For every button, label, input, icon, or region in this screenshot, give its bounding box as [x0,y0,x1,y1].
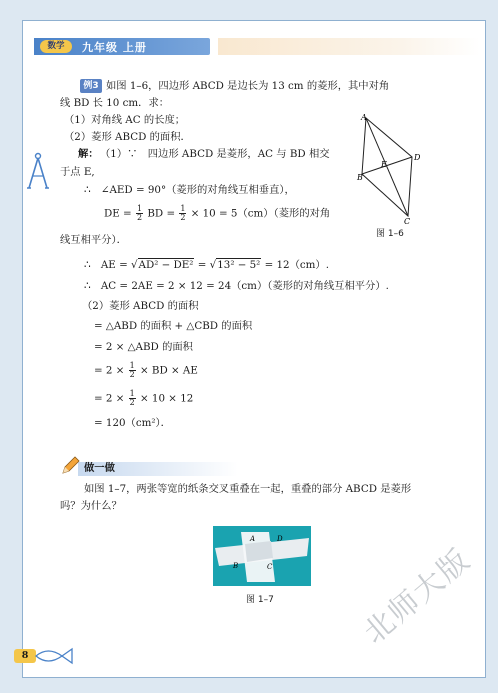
step-angle: ∴ ∠AED = 90°（菱形的对角线互相垂直）， [84,184,295,196]
photo-label-a: A [250,535,256,543]
page-number: 8 [14,649,36,663]
frac-num: 1 [129,389,135,398]
ae-rhs: = 12（cm）. [264,259,329,271]
fish-icon [34,646,74,666]
frac-num: 1 [129,361,135,370]
figure-1-6 [358,112,422,224]
frac-num: 1 [136,204,143,213]
area-step5: = 120（cm²）． [94,417,171,429]
compass-icon [24,152,52,192]
figure-1-7-photo [213,526,311,586]
step-ae [84,259,329,272]
question-1: （1）对角线 AC 的长度； [64,114,186,126]
area-step1: = △ABD 的面积 + △CBD 的面积 [94,320,253,332]
label-c: C [404,217,411,226]
question-2: （2）菱形 ABCD 的面积． [64,131,191,143]
area-step4 [94,390,193,407]
try-it-text2: 吗？为什么？ [60,500,122,512]
fraction-half [129,362,136,379]
sqrt-sign: √ [130,259,138,271]
ae-eq: = [197,259,207,271]
a3-post: × BD × AE [140,364,198,377]
de-mid2: × 10 = 5（cm）（菱形的对角 [190,207,331,220]
try-it-title: 做一做 [84,462,115,474]
a4-post: × 10 × 12 [140,392,194,405]
frac-den: 2 [129,370,135,379]
figure-1-7-caption: 图 1–7 [246,595,274,605]
pencil-icon [60,456,80,476]
example-line2: 线 BD 长 10 cm．求： [60,97,170,109]
watermark: 北师大版 [357,541,478,651]
sqrt-sign: √ [209,259,217,271]
de-lhs: DE = [104,207,132,220]
frac-den: 2 [180,213,186,222]
label-d: D [414,153,421,162]
label-a: A [361,113,367,122]
ae-lhs: ∴ AE = [84,259,128,271]
figure-1-6-caption: 图 1–6 [376,229,404,239]
photo-label-c: C [267,563,273,571]
area-step3 [94,362,198,379]
frac-num: 1 [180,204,186,213]
subject-badge: 数学 [40,40,72,53]
a4-pre: = 2 × [94,392,125,405]
step-de-cont: 线互相平分）． [60,234,127,246]
solution-part1: （1）∵ 四边形 ABCD 是菱形，AC 与 BD 相交 [100,148,330,160]
frac-den: 2 [136,213,143,222]
try-it-text1: 如图 1–7，两张等宽的纸条交叉重叠在一起，重叠的部分 ABCD 是菱形 [84,483,412,495]
label-b: B [357,173,363,182]
frac-den: 2 [129,398,135,407]
fraction-half [129,390,136,407]
photo-label-d: D [277,535,283,543]
a3-pre: = 2 × [94,364,125,377]
photo-label-b: B [233,562,239,570]
fraction-half [179,205,186,222]
grade-title: 九年级 上册 [82,41,147,54]
example-line1: 如图 1–6，四边形 ABCD 是边长为 13 cm 的菱形，其中对角 [106,80,390,92]
example-badge: 例3 [80,79,102,93]
sqrt-content-2: 13² − 5² [217,259,261,271]
header-gradient [218,38,480,55]
question-2-solution: （2）菱形 ABCD 的面积 [82,300,199,312]
fraction-half [136,205,143,222]
solution-label: 解： [78,148,99,160]
area-step2: = 2 × △ABD 的面积 [94,341,193,353]
de-mid1: BD = [147,207,176,220]
step-ac: ∴ AC = 2AE = 2 × 12 = 24（cm）（菱形的对角线互相平分）. [84,280,389,292]
solution-part1-cont: 于点 E, [60,166,95,178]
step-de [104,205,330,222]
sqrt-content-1: AD² − DE² [138,259,194,271]
label-e: E [381,160,387,169]
